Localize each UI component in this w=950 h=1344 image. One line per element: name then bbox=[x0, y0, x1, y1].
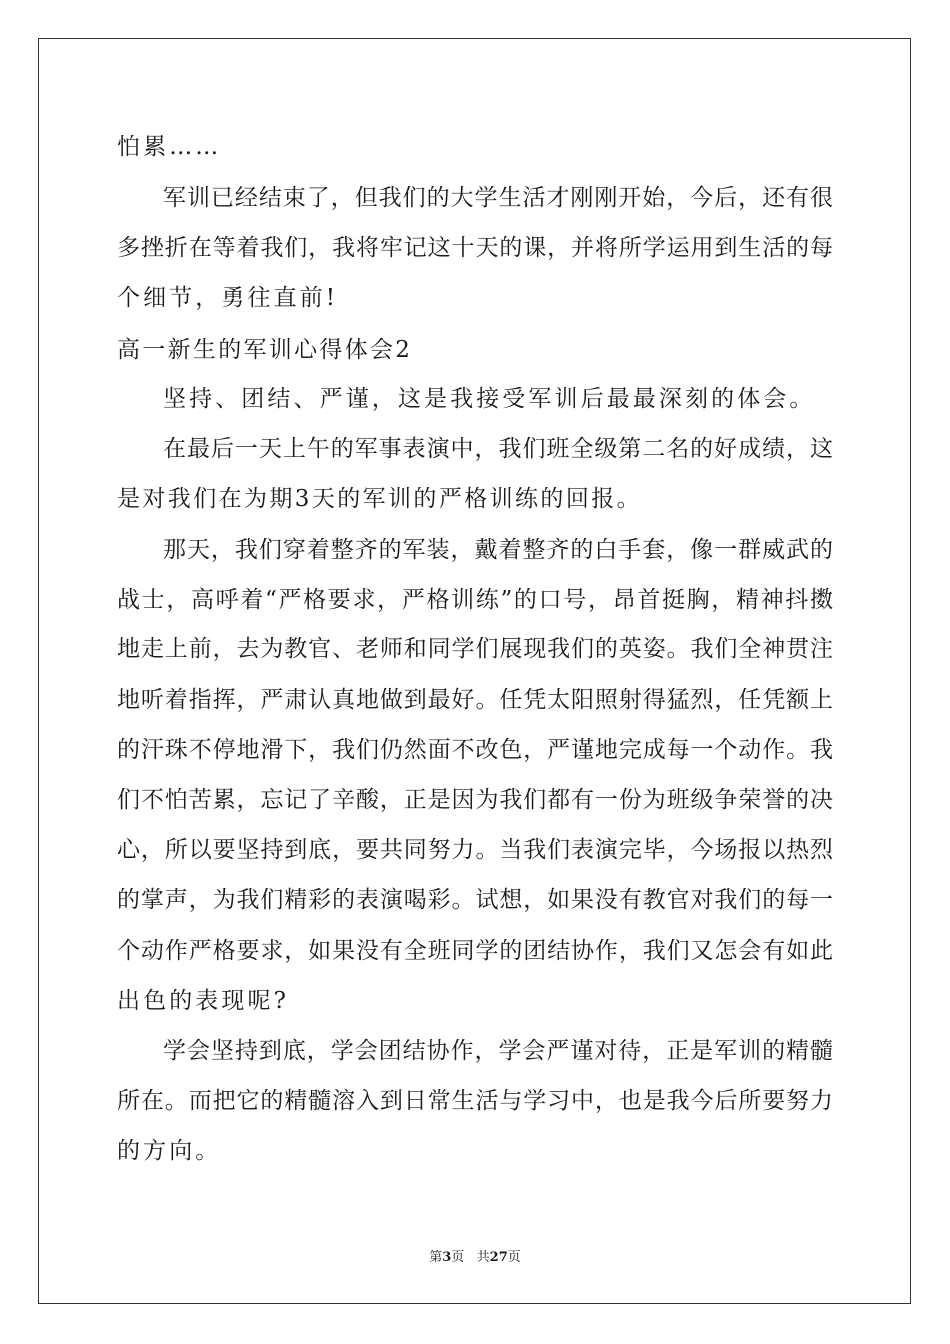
text-line: 们不怕苦累，忘记了辛酸，正是因为我们都有一份为班级争荣誉的决 bbox=[117, 787, 833, 813]
text-line: 多挫折在等着我们，我将牢记这十天的课，并将所学运用到生活的每 bbox=[117, 235, 833, 261]
text-line: 学会坚持到底，学会团结协作，学会严谨对待，正是军训的精髓 bbox=[163, 1038, 833, 1064]
current-page-number: 3 bbox=[442, 1250, 452, 1265]
total-page-number: 27 bbox=[489, 1250, 508, 1265]
text-line: 出色的表现呢? bbox=[117, 988, 290, 1014]
text-line: 军训已经结束了，但我们的大学生活才刚刚开始，今后，还有很 bbox=[163, 185, 833, 211]
footer-suffix: 页 bbox=[507, 1250, 521, 1265]
page-number-footer bbox=[0, 1246, 950, 1265]
text-line: 的汗珠不停地滑下，我们仍然面不改色，严谨地完成每一个动作。我 bbox=[117, 737, 833, 763]
text-line: 怕累…… bbox=[117, 134, 222, 160]
section-heading: 高一新生的军训心得体会2 bbox=[117, 337, 413, 363]
footer-prefix: 第 bbox=[429, 1250, 443, 1265]
text-line: 战士，高呼着“严格要求，严格训练”的口号，昂首挺胸，精神抖擞 bbox=[117, 587, 833, 613]
text-line: 所在。而把它的精髓溶入到日常生活与学习中，也是我今后所要努力 bbox=[117, 1088, 833, 1114]
text-line: 心，所以要坚持到底，要共同努力。当我们表演完毕，今场报以热烈 bbox=[117, 837, 833, 863]
text-line: 的掌声，为我们精彩的表演喝彩。试想，如果没有教官对我们的每一 bbox=[117, 887, 833, 913]
text-line: 那天，我们穿着整齐的军装，戴着整齐的白手套，像一群威武的 bbox=[163, 537, 833, 563]
text-line: 是对我们在为期3天的军训的严格训练的回报。 bbox=[117, 486, 643, 512]
footer-middle: 页 共 bbox=[451, 1250, 490, 1265]
text-line: 的方向。 bbox=[117, 1138, 222, 1164]
text-line: 个动作严格要求，如果没有全班同学的团结协作，我们又怎会有如此 bbox=[117, 938, 833, 964]
text-line: 在最后一天上午的军事表演中，我们班全级第二名的好成绩，这 bbox=[163, 436, 833, 462]
text-line: 地走上前，去为教官、老师和同学们展现我们的英姿。我们全神贯注 bbox=[117, 636, 833, 662]
text-line: 地听着指挥，严肃认真地做到最好。任凭太阳照射得猛烈，任凭额上 bbox=[117, 687, 833, 713]
text-line: 个细节，勇往直前! bbox=[117, 285, 339, 311]
text-line: 坚持、团结、严谨，这是我接受军训后最最深刻的体会。 bbox=[163, 386, 816, 412]
